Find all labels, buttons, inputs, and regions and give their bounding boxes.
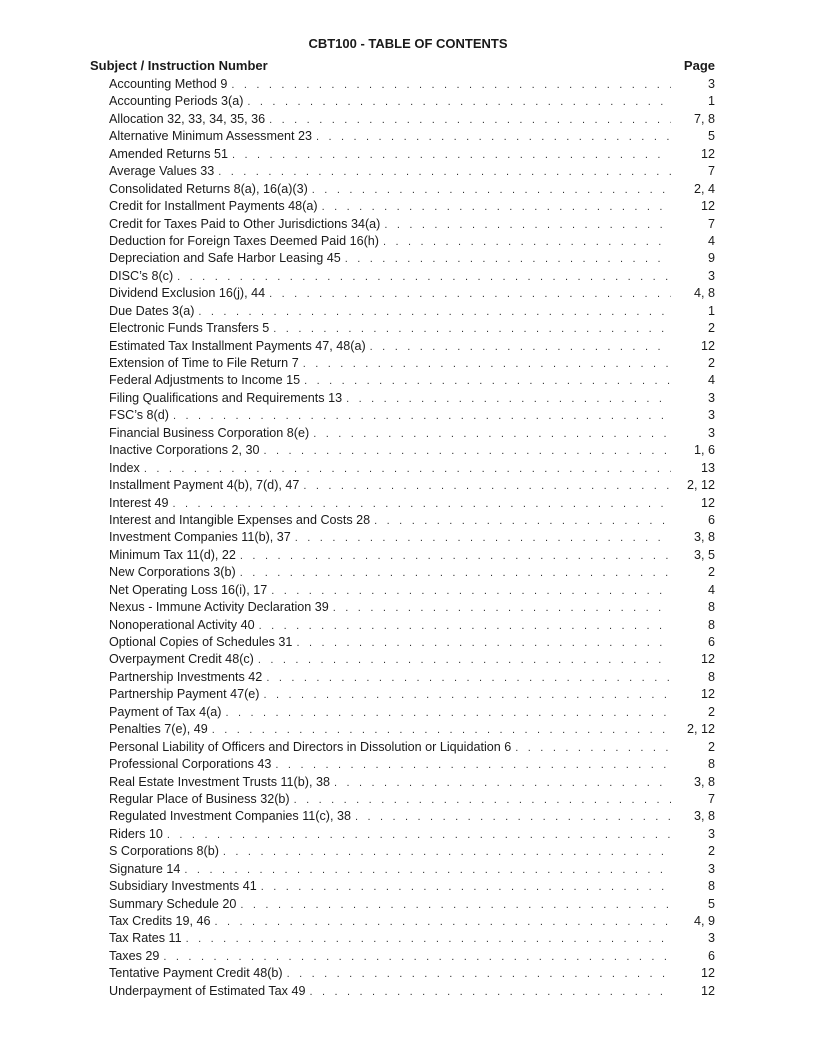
toc-entry-label: DISC’s 8(c)	[109, 268, 174, 283]
toc-entry-label: Penalties 7(e), 49	[109, 722, 208, 737]
toc-entry-label: Interest 49	[109, 495, 169, 510]
toc-entry-label: Amended Returns 51	[109, 146, 229, 161]
toc-entry-label: Installment Payment 4(b), 7(d), 47	[109, 478, 300, 493]
toc-entry-page: 12	[700, 495, 715, 510]
toc-entry-label: Estimated Tax Installment Payments 47, 48(a)	[109, 338, 366, 353]
toc-entry[interactable]	[109, 477, 715, 494]
table-of-contents-list	[109, 76, 715, 1000]
dot-leader	[303, 356, 671, 373]
dot-leader	[309, 984, 671, 1001]
toc-entry-page: 2	[707, 739, 715, 754]
toc-entry-label: Professional Corporations 43	[109, 757, 272, 772]
toc-entry-label: Net Operating Loss 16(i), 17	[109, 582, 268, 597]
dot-leader	[231, 77, 671, 94]
toc-entry-page: 8	[707, 617, 715, 632]
toc-entry[interactable]	[109, 495, 715, 512]
dot-leader	[312, 182, 671, 199]
toc-entry[interactable]	[109, 721, 715, 738]
toc-entry-label: Interest and Intangible Expenses and Costs 28	[109, 512, 371, 527]
toc-entry[interactable]	[109, 669, 715, 686]
dot-leader	[240, 565, 671, 582]
toc-entry-page: 2	[707, 565, 715, 580]
toc-entry[interactable]	[109, 930, 715, 947]
toc-entry[interactable]	[109, 442, 715, 459]
toc-entry[interactable]	[109, 285, 715, 302]
toc-entry[interactable]	[109, 111, 715, 128]
dot-leader	[212, 722, 671, 739]
dot-leader	[345, 251, 671, 268]
dot-leader	[374, 513, 671, 530]
toc-entry-label: Average Values 33	[109, 164, 215, 179]
toc-entry-page: 6	[707, 948, 715, 963]
toc-entry-label: Due Dates 3(a)	[109, 303, 195, 318]
toc-entry[interactable]	[109, 913, 715, 930]
dot-leader	[303, 478, 671, 495]
dot-leader	[515, 740, 671, 757]
toc-entry-label: Allocation 32, 33, 34, 35, 36	[109, 111, 266, 126]
toc-entry-page: 8	[707, 879, 715, 894]
subject-column-heading: Subject / Instruction Number	[90, 58, 268, 73]
toc-entry-page: 3	[707, 77, 715, 91]
toc-entry-page: 9	[707, 251, 715, 266]
toc-entry[interactable]	[109, 529, 715, 546]
toc-entry-page: 8	[707, 600, 715, 615]
toc-entry[interactable]	[109, 425, 715, 442]
toc-entry-label: Regulated Investment Companies 11(c), 38	[109, 809, 351, 824]
toc-entry-page: 12	[700, 146, 715, 161]
dot-leader	[240, 548, 671, 565]
toc-entry[interactable]	[109, 965, 715, 982]
toc-entry-page: 4	[707, 233, 715, 248]
toc-entry[interactable]	[109, 582, 715, 599]
dot-leader	[259, 618, 671, 635]
dot-leader	[334, 775, 671, 792]
toc-entry[interactable]	[109, 791, 715, 808]
toc-entry[interactable]	[109, 512, 715, 529]
dot-leader	[383, 234, 671, 251]
dot-leader	[144, 461, 671, 478]
toc-entry-page: 7	[707, 791, 715, 806]
toc-entry-label: Filing Qualifications and Requirements 13	[109, 390, 343, 405]
toc-entry-page: 8	[707, 757, 715, 772]
toc-entry-page: 6	[707, 512, 715, 527]
toc-column-header	[90, 58, 715, 76]
toc-entry[interactable]	[109, 268, 715, 285]
toc-entry[interactable]	[109, 198, 715, 215]
toc-entry[interactable]	[109, 233, 715, 250]
toc-entry-page: 7, 8	[693, 111, 715, 126]
toc-entry-page: 2	[707, 844, 715, 859]
toc-entry[interactable]	[109, 93, 715, 110]
toc-entry-page: 3	[707, 408, 715, 423]
toc-entry[interactable]	[109, 181, 715, 198]
dot-leader	[346, 391, 671, 408]
toc-entry[interactable]	[109, 355, 715, 372]
toc-entry-label: Accounting Periods 3(a)	[109, 94, 244, 109]
dot-leader	[304, 373, 671, 390]
toc-entry-label: Riders 10	[109, 826, 163, 841]
toc-entry[interactable]	[109, 983, 715, 1000]
toc-entry[interactable]	[109, 826, 715, 843]
toc-entry[interactable]	[109, 774, 715, 791]
toc-entry-page: 3	[707, 268, 715, 283]
toc-entry-page: 4, 9	[693, 914, 715, 928]
toc-entry-label: Optional Copies of Schedules 31	[109, 635, 293, 649]
toc-entry-page: 1, 6	[693, 443, 715, 458]
toc-entry[interactable]	[109, 547, 715, 564]
toc-entry-label: S Corporations 8(b)	[109, 844, 219, 859]
dot-leader	[198, 304, 671, 321]
toc-entry-label: Personal Liability of Officers and Directors in Dissolution or Liquidation 6	[109, 739, 512, 754]
dot-leader	[384, 217, 671, 234]
toc-entry-page: 3	[707, 425, 715, 440]
toc-entry-page: 12	[700, 199, 715, 214]
toc-entry-label: Deduction for Foreign Taxes Deemed Paid 16(h)	[109, 233, 379, 248]
toc-entry-label: Partnership Investments 42	[109, 669, 263, 684]
toc-entry[interactable]	[109, 843, 715, 860]
toc-entry-page: 2, 12	[686, 478, 715, 493]
toc-entry-label: Overpayment Credit 48(c)	[109, 652, 254, 667]
page-column-heading: Page	[683, 58, 715, 73]
toc-entry-page: 3	[707, 931, 715, 946]
toc-entry-page: 2, 4	[693, 181, 715, 196]
toc-entry-page: 6	[707, 635, 715, 649]
dot-leader	[225, 705, 671, 722]
toc-entry-page: 4, 8	[693, 286, 715, 301]
toc-entry[interactable]	[109, 216, 715, 233]
dot-leader	[184, 862, 671, 879]
toc-entry[interactable]	[109, 808, 715, 825]
toc-entry[interactable]	[109, 599, 715, 616]
toc-entry-label: Nexus - Immune Activity Declaration 39	[109, 600, 329, 615]
toc-entry[interactable]	[109, 250, 715, 267]
toc-entry[interactable]	[109, 338, 715, 355]
toc-entry-page: 2	[707, 321, 715, 336]
toc-entry-label: Taxes 29	[109, 948, 160, 963]
toc-entry-label: Federal Adjustments to Income 15	[109, 373, 301, 388]
toc-entry-page: 3, 8	[693, 809, 715, 824]
toc-entry-label: Real Estate Investment Trusts 11(b), 38	[109, 774, 330, 789]
dot-leader	[167, 827, 671, 844]
dot-leader	[173, 408, 671, 425]
toc-entry[interactable]	[109, 76, 715, 93]
toc-entry[interactable]	[109, 896, 715, 913]
toc-entry-page: 2, 12	[686, 722, 715, 737]
dot-leader	[186, 931, 671, 948]
toc-entry-page: 5	[707, 129, 715, 144]
dot-leader	[264, 687, 672, 704]
toc-entry-page: 13	[700, 460, 715, 475]
toc-entry-page: 5	[707, 896, 715, 911]
dot-leader	[223, 844, 671, 861]
toc-entry[interactable]	[109, 163, 715, 180]
toc-entry-label: Underpayment of Estimated Tax 49	[109, 983, 306, 998]
toc-entry-label: Consolidated Returns 8(a), 16(a)(3)	[109, 181, 308, 196]
toc-entry[interactable]	[109, 756, 715, 773]
toc-entry[interactable]	[109, 407, 715, 424]
toc-entry-page: 8	[707, 669, 715, 684]
toc-entry-label: Partnership Payment 47(e)	[109, 687, 260, 702]
toc-entry-page: 1	[707, 94, 715, 109]
dot-leader	[287, 966, 671, 983]
toc-entry-label: Inactive Corporations 2, 30	[109, 443, 260, 458]
dot-leader	[232, 147, 671, 164]
toc-entry-label: Depreciation and Safe Harbor Leasing 45	[109, 251, 341, 266]
dot-leader	[247, 94, 671, 111]
dot-leader	[273, 321, 671, 338]
toc-entry-label: New Corporations 3(b)	[109, 565, 236, 580]
toc-entry[interactable]	[109, 651, 715, 668]
toc-entry[interactable]	[109, 303, 715, 320]
toc-entry-label: Regular Place of Business 32(b)	[109, 791, 290, 806]
dot-leader	[313, 426, 671, 443]
toc-entry-label: Investment Companies 11(b), 37	[109, 530, 291, 545]
toc-entry-page: 3	[707, 861, 715, 876]
toc-entry-page: 3	[707, 390, 715, 405]
toc-entry[interactable]	[109, 634, 715, 651]
toc-entry[interactable]	[109, 146, 715, 163]
toc-entry[interactable]	[109, 320, 715, 337]
toc-entry-page: 3, 5	[693, 547, 715, 562]
toc-entry-label: Minimum Tax 11(d), 22	[109, 547, 236, 562]
toc-entry-label: Tax Rates 11	[109, 931, 182, 946]
toc-entry-label: Alternative Minimum Assessment 23	[109, 129, 312, 144]
toc-entry-page: 12	[700, 687, 715, 702]
dot-leader	[322, 199, 671, 216]
dot-leader	[177, 269, 671, 286]
dot-leader	[173, 496, 671, 513]
toc-entry-page: 7	[707, 164, 715, 179]
dot-leader	[271, 583, 671, 600]
dot-leader	[295, 530, 671, 547]
dot-leader	[240, 897, 671, 914]
dot-leader	[261, 879, 671, 896]
dot-leader	[269, 286, 671, 303]
toc-entry-label: Payment of Tax 4(a)	[109, 704, 222, 719]
toc-entry-page: 12	[700, 652, 715, 667]
toc-entry[interactable]	[109, 686, 715, 703]
toc-entry-page: 4	[707, 582, 715, 597]
toc-entry-page: 2	[707, 704, 715, 719]
dot-leader	[269, 112, 671, 129]
toc-entry-label: Nonoperational Activity 40	[109, 617, 255, 632]
dot-leader	[258, 652, 671, 669]
dot-leader	[333, 600, 671, 617]
toc-entry-label: Tentative Payment Credit 48(b)	[109, 966, 283, 981]
toc-entry[interactable]	[109, 739, 715, 756]
toc-entry[interactable]	[109, 617, 715, 634]
toc-entry-label: Accounting Method 9	[109, 77, 228, 91]
toc-entry-label: Dividend Exclusion 16(j), 44	[109, 286, 266, 301]
toc-entry[interactable]	[109, 372, 715, 389]
dot-leader	[296, 635, 671, 652]
toc-entry-label: Financial Business Corporation 8(e)	[109, 425, 310, 440]
toc-entry[interactable]	[109, 128, 715, 145]
toc-entry-page: 3	[707, 826, 715, 841]
toc-entry-label: Summary Schedule 20	[109, 896, 237, 911]
toc-entry[interactable]	[109, 460, 715, 477]
toc-entry-page: 12	[700, 983, 715, 998]
toc-entry-label: Credit for Taxes Paid to Other Jurisdictions 34(a)	[109, 216, 381, 231]
dot-leader	[215, 914, 672, 931]
dot-leader	[355, 809, 671, 826]
toc-entry-page: 3, 8	[693, 530, 715, 545]
dot-leader	[294, 792, 671, 809]
toc-entry-page: 12	[700, 966, 715, 981]
toc-entry-page: 7	[707, 216, 715, 231]
dot-leader	[316, 129, 671, 146]
toc-entry-label: Subsidiary Investments 41	[109, 879, 257, 894]
toc-entry-page: 3, 8	[693, 774, 715, 789]
toc-entry[interactable]	[109, 878, 715, 895]
dot-leader	[163, 949, 671, 966]
toc-entry-label: Extension of Time to File Return 7	[109, 356, 299, 370]
dot-leader	[264, 443, 671, 460]
page-title: CBT100 - TABLE OF CONTENTS	[308, 36, 508, 51]
toc-entry-label: Tax Credits 19, 46	[109, 914, 211, 928]
toc-entry-label: Signature 14	[109, 861, 181, 876]
dot-leader	[275, 757, 671, 774]
toc-entry[interactable]	[109, 948, 715, 965]
toc-entry-label: Credit for Installment Payments 48(a)	[109, 199, 318, 214]
toc-entry-page: 1	[707, 303, 715, 318]
toc-entry-label: Index	[109, 460, 140, 475]
toc-entry[interactable]	[109, 390, 715, 407]
dot-leader	[266, 670, 671, 687]
toc-entry[interactable]	[109, 861, 715, 878]
toc-entry-page: 4	[707, 373, 715, 388]
toc-entry[interactable]	[109, 564, 715, 581]
toc-entry-label: FSC’s 8(d)	[109, 408, 169, 423]
dot-leader	[218, 164, 671, 181]
toc-entry-label: Electronic Funds Transfers 5	[109, 321, 270, 336]
toc-entry-page: 12	[700, 338, 715, 353]
dot-leader	[370, 339, 671, 356]
toc-entry[interactable]	[109, 704, 715, 721]
toc-entry-page: 2	[707, 356, 715, 370]
